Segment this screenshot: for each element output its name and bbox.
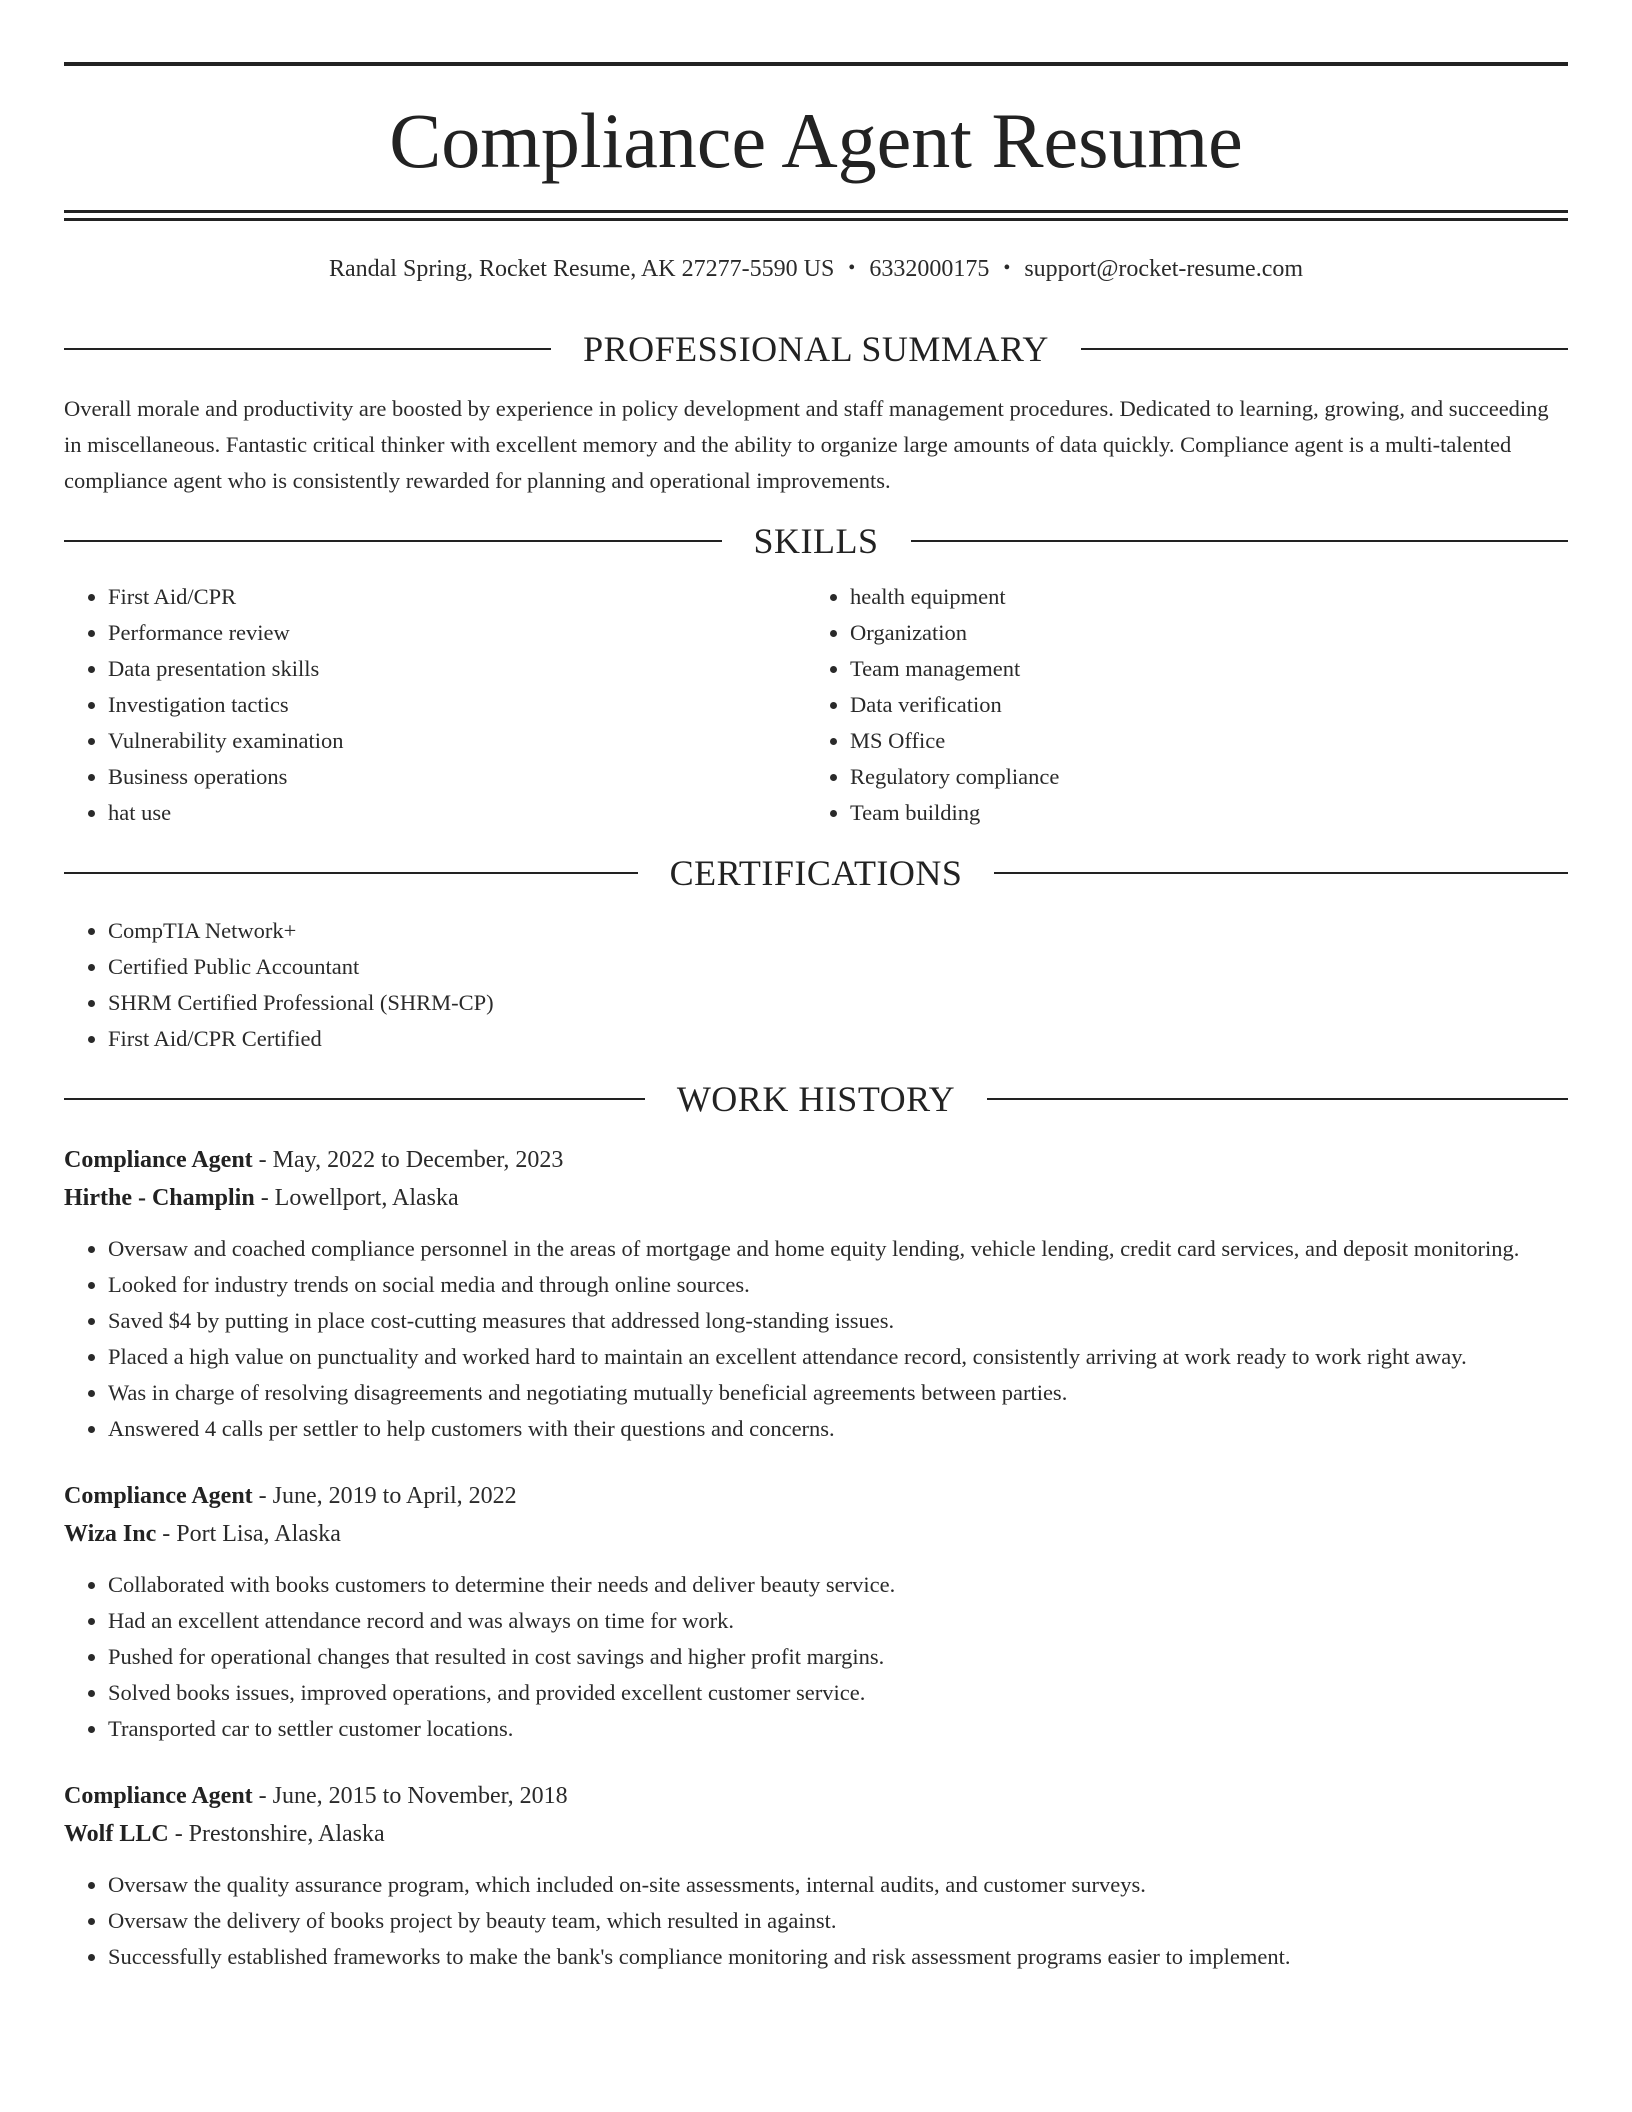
skill-item: • Data verification	[850, 687, 1548, 723]
contact-address: Randal Spring, Rocket Resume, AK 27277-5590 US	[328, 256, 835, 282]
job-bullet: • Transported car to settler customer locations.	[108, 1711, 1568, 1747]
heading-rule-right	[1081, 348, 1568, 350]
skill-item: • Business operations	[108, 759, 806, 795]
resume-page	[64, 62, 1568, 1975]
skills-section-heading	[64, 523, 1568, 559]
skill-item: • health equipment	[850, 579, 1548, 615]
certifications-heading-label: CERTIFICATIONS	[669, 853, 963, 893]
skill-item: • Regulatory compliance	[850, 759, 1548, 795]
job-title-line	[64, 1777, 1568, 1815]
job-company: Wolf LLC	[64, 1821, 169, 1847]
job-company-line	[64, 1815, 1568, 1853]
job-bullet: • Was in charge of resolving disagreements and negotiating mutually beneficial agreements between parties.	[108, 1375, 1568, 1411]
job-dates: - June, 2015 to November, 2018	[252, 1783, 568, 1809]
heading-rule-left	[64, 348, 551, 350]
job-company-line	[64, 1515, 1568, 1553]
job-company: Wiza Inc	[64, 1521, 157, 1547]
work-history-heading-label: WORK HISTORY	[676, 1079, 956, 1119]
job-company: Hirthe - Champlin	[64, 1185, 255, 1211]
contact-separator: •	[848, 257, 856, 279]
certifications-section-heading	[64, 855, 1568, 891]
resume-title: Compliance Agent Resume	[389, 97, 1243, 184]
job-bullet: • Placed a high value on punctuality and worked hard to maintain an excellent attendance record, consistently arriving at work ready to work right away.	[108, 1339, 1568, 1375]
heading-rule-left	[64, 872, 638, 874]
job-bullet: • Saved $4 by putting in place cost-cutting measures that addressed long-standing issues.	[108, 1303, 1568, 1339]
skills-list	[64, 579, 1568, 831]
job-bullet: • Pushed for operational changes that resulted in cost savings and higher profit margins.	[108, 1639, 1568, 1675]
certification-item: • CompTIA Network+	[108, 913, 1568, 949]
title-top-rule	[64, 62, 1568, 66]
summary-text: Overall morale and productivity are boosted by experience in policy development and staff management procedures. Dedicated to learning, growing, and succeeding in miscellaneous. Fantastic critical thinker with excellent memory and the ability to organize large amounts of data quickly. Compliance agent is a multi-talented compliance agent who is consistently rewarded for planning and operational improvements.	[64, 396, 1549, 493]
skill-item: • Vulnerability examination	[108, 723, 806, 759]
job-company-line	[64, 1179, 1568, 1217]
skill-item: • hat use	[108, 795, 806, 831]
skill-item: • Organization	[850, 615, 1548, 651]
job-bullets	[64, 1567, 1568, 1747]
skills-heading-label: SKILLS	[753, 521, 879, 561]
skills-column-left	[64, 579, 806, 831]
job-bullet: • Successfully established frameworks to make the bank's compliance monitoring and risk assessment programs easier to implement.	[108, 1939, 1568, 1975]
summary-heading-label: PROFESSIONAL SUMMARY	[583, 329, 1049, 369]
heading-rule-right	[911, 540, 1569, 542]
job-bullet: • Collaborated with books customers to determine their needs and deliver beauty service.	[108, 1567, 1568, 1603]
job-entry	[64, 1141, 1568, 1447]
contact-line	[64, 257, 1568, 281]
certifications-list	[64, 913, 1568, 1057]
skill-item: • Team management	[850, 651, 1548, 687]
certification-item: • First Aid/CPR Certified	[108, 1021, 1568, 1057]
job-entry	[64, 1477, 1568, 1747]
skill-item: • Data presentation skills	[108, 651, 806, 687]
heading-rule-left	[64, 1098, 645, 1100]
job-bullet: • Oversaw the quality assurance program, which included on-site assessments, internal audits, and customer surveys.	[108, 1867, 1568, 1903]
job-bullet: • Oversaw the delivery of books project by beauty team, which resulted in against.	[108, 1903, 1568, 1939]
job-title: Compliance Agent	[64, 1147, 253, 1173]
job-entry	[64, 1777, 1568, 1975]
heading-rule-left	[64, 540, 722, 542]
heading-rule-right	[987, 1098, 1568, 1100]
contact-email: support@rocket-resume.com	[1024, 256, 1304, 282]
title-bottom-double-rule	[64, 210, 1568, 221]
job-bullets	[64, 1867, 1568, 1975]
job-bullet: • Oversaw and coached compliance personnel in the areas of mortgage and home equity lending, vehicle lending, credit card services, and deposit monitoring.	[108, 1231, 1568, 1267]
job-title-line	[64, 1477, 1568, 1515]
job-title: Compliance Agent	[64, 1783, 253, 1809]
certification-item: • Certified Public Accountant	[108, 949, 1568, 985]
skill-item: • First Aid/CPR	[108, 579, 806, 615]
skills-column-right	[806, 579, 1548, 831]
contact-separator: •	[1003, 257, 1011, 279]
job-location: - Lowellport, Alaska	[254, 1185, 459, 1211]
job-title-line	[64, 1141, 1568, 1179]
job-bullet: • Looked for industry trends on social media and through online sources.	[108, 1267, 1568, 1303]
job-bullets	[64, 1231, 1568, 1447]
skill-item: • Performance review	[108, 615, 806, 651]
certification-item: • SHRM Certified Professional (SHRM-CP)	[108, 985, 1568, 1021]
job-title: Compliance Agent	[64, 1483, 253, 1509]
work-history-section-heading	[64, 1081, 1568, 1117]
job-dates: - May, 2022 to December, 2023	[252, 1147, 564, 1173]
skill-item: • MS Office	[850, 723, 1548, 759]
skill-item: • Investigation tactics	[108, 687, 806, 723]
skill-item: • Team building	[850, 795, 1548, 831]
heading-rule-right	[994, 872, 1568, 874]
job-location: - Prestonshire, Alaska	[168, 1821, 385, 1847]
job-bullet: • Had an excellent attendance record and was always on time for work.	[108, 1603, 1568, 1639]
job-bullet: • Solved books issues, improved operations, and provided excellent customer service.	[108, 1675, 1568, 1711]
job-location: - Port Lisa, Alaska	[156, 1521, 341, 1547]
summary-section-heading	[64, 331, 1568, 367]
contact-phone: 6332000175	[869, 256, 990, 282]
job-bullet: • Answered 4 calls per settler to help customers with their questions and concerns.	[108, 1411, 1568, 1447]
job-dates: - June, 2019 to April, 2022	[252, 1483, 517, 1509]
